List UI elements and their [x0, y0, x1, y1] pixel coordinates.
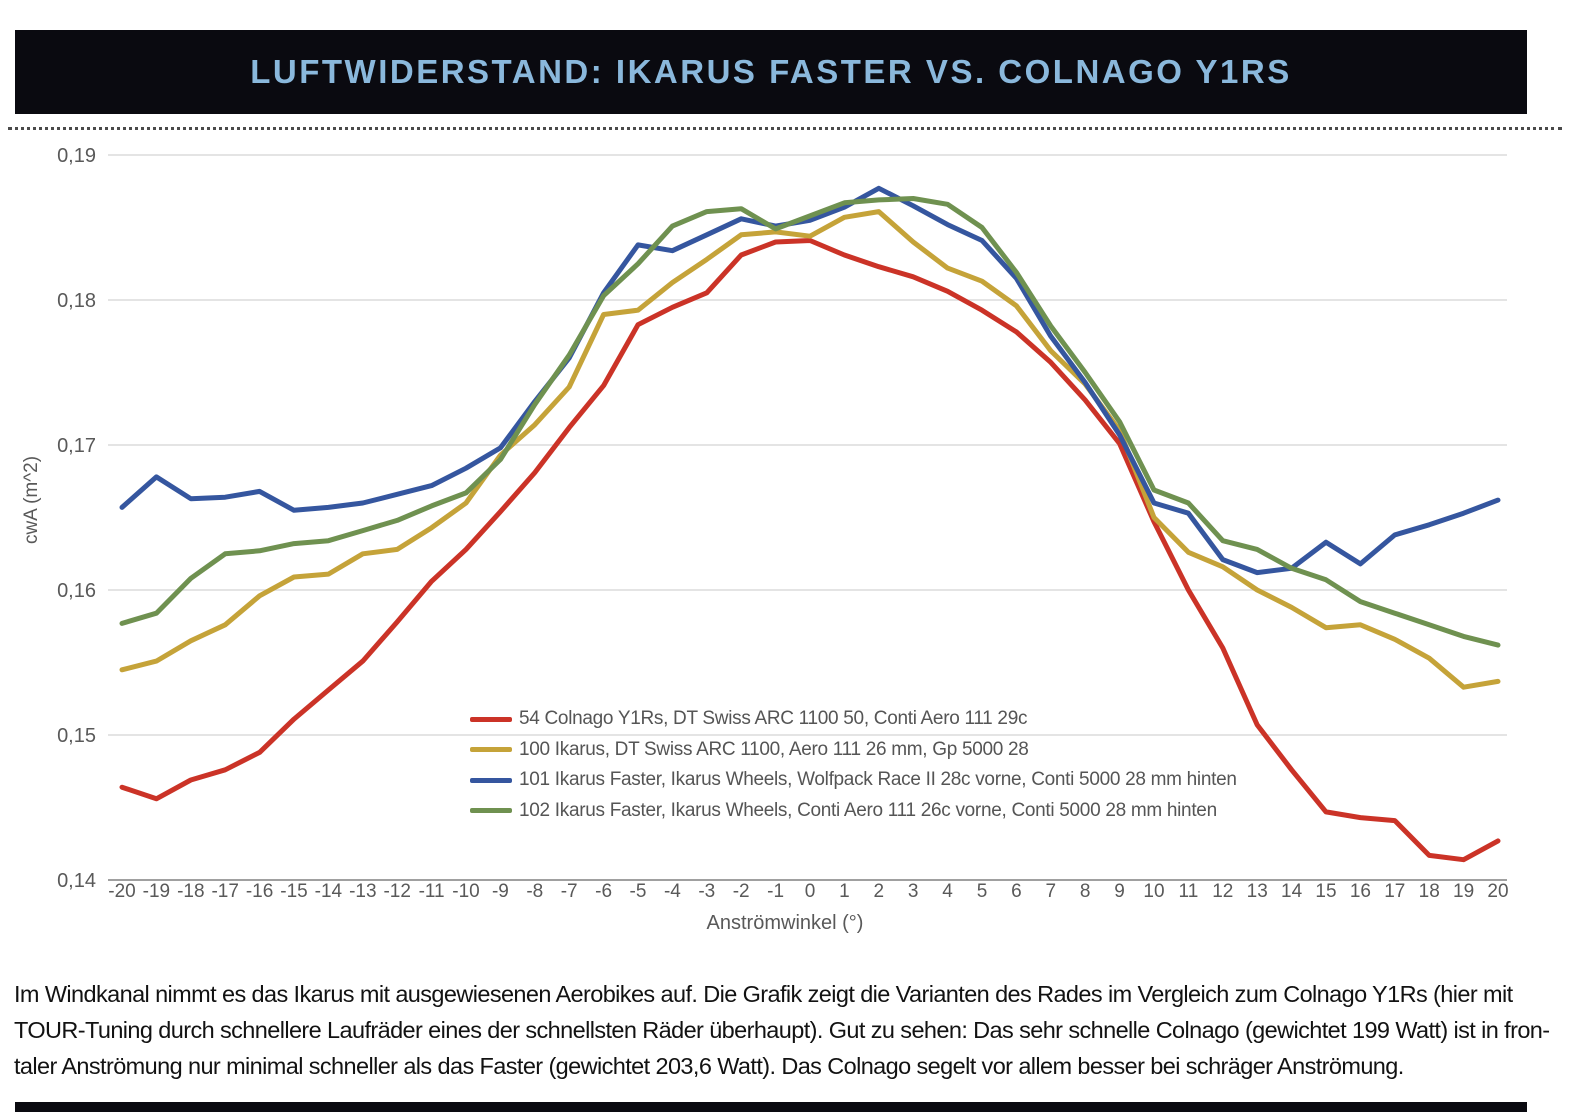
x-tick-label: 11 [1178, 881, 1199, 902]
x-tick-label: -19 [142, 881, 171, 902]
x-tick-label: 1 [839, 881, 850, 902]
x-tick-label: 17 [1384, 881, 1406, 902]
legend-row [470, 704, 1237, 735]
y-tick-label: 0,15 [57, 725, 96, 747]
bottom-rule-bar [15, 1102, 1527, 1112]
caption-text [14, 976, 1562, 1084]
x-tick-label: -1 [767, 881, 785, 902]
y-tick-label: 0,16 [57, 580, 96, 602]
x-tick-label: -11 [418, 881, 445, 902]
x-tick-label: 2 [873, 881, 885, 902]
title-bar [15, 30, 1527, 114]
x-tick-label: -2 [732, 881, 750, 902]
legend-label: 101 Ikarus Faster, Ikarus Wheels, Wolfpack Race II 28c vorne, Conti 5000 28 mm hinten [519, 769, 1237, 791]
x-tick-label: 7 [1045, 881, 1057, 902]
x-tick-label: 0 [804, 881, 816, 902]
x-tick-label: 6 [1011, 881, 1022, 902]
series-line [122, 212, 1498, 688]
x-tick-label: -13 [349, 881, 377, 902]
legend-row [470, 765, 1237, 796]
y-axis-title: cwA (m^2) [21, 455, 42, 545]
x-tick-label: 15 [1315, 881, 1337, 902]
x-tick-label: 14 [1281, 881, 1303, 902]
legend-row [470, 796, 1237, 827]
x-tick-label: -15 [280, 881, 308, 902]
x-tick-label: 5 [976, 881, 988, 902]
x-tick-label: 20 [1487, 881, 1509, 902]
y-tick-label: 0,14 [57, 870, 96, 892]
x-tick-label: -9 [491, 881, 509, 902]
series-line [122, 199, 1498, 646]
x-tick-label: -14 [314, 881, 343, 902]
dotted-separator [8, 127, 1562, 130]
x-tick-label: -16 [245, 881, 274, 902]
caption-line: Im Windkanal nimmt es das Ikarus mit ausgewiesenen Aerobikes auf. Die Grafik zeigt die Varianten des Rades im Vergleich zum Colnago Y1Rs (hier mit [14, 981, 1513, 1007]
x-tick-label: 16 [1349, 881, 1371, 902]
x-tick-label: 9 [1114, 881, 1125, 902]
x-tick-label: 19 [1453, 881, 1475, 902]
legend-swatch [470, 808, 512, 813]
x-tick-label: -7 [560, 881, 578, 902]
x-tick-label: -5 [629, 881, 647, 902]
legend-swatch [470, 778, 512, 783]
x-tick-label: 10 [1143, 881, 1165, 902]
caption-line: TOUR-Tuning durch schnellere Laufräder eines der schnellsten Räder überhaupt). Gut zu sehen: Das sehr schnelle Colnago (gewichtet 199 Watt) ist in fron- [14, 1017, 1550, 1043]
x-tick-label: 8 [1079, 881, 1091, 902]
x-tick-label: -17 [211, 881, 239, 902]
x-tick-label: -10 [452, 881, 480, 902]
x-tick-label: 18 [1418, 881, 1440, 902]
page-title: LUFTWIDERSTAND: IKARUS FASTER VS. COLNAGO Y1RS [250, 53, 1292, 90]
x-tick-label: -3 [698, 881, 716, 902]
x-tick-label: 12 [1212, 881, 1234, 902]
legend-swatch [470, 717, 512, 722]
x-tick-label: -4 [663, 881, 681, 902]
legend-label: 102 Ikarus Faster, Ikarus Wheels, Conti Aero 111 26c vorne, Conti 5000 28 mm hinten [519, 799, 1217, 821]
x-tick-label: 3 [907, 881, 919, 902]
legend-row [470, 735, 1237, 766]
y-tick-label: 0,17 [57, 435, 96, 457]
x-tick-label: -6 [595, 881, 613, 902]
x-tick-label: -20 [108, 881, 136, 902]
caption-line: taler Anströmung nur minimal schneller als das Faster (gewichtet 203,6 Watt). Das Colnago segelt vor allem besser bei schräger Anströmung. [14, 1053, 1404, 1079]
x-axis-title: Anströmwinkel (°) [706, 912, 864, 934]
series-line [122, 188, 1498, 572]
x-tick-label: 13 [1246, 881, 1268, 902]
legend-label: 100 Ikarus, DT Swiss ARC 1100, Aero 111 26 mm, Gp 5000 28 [519, 738, 1029, 760]
x-tick-label: -18 [177, 881, 205, 902]
x-tick-label: -12 [383, 881, 411, 902]
drag-chart [0, 140, 1570, 940]
chart-legend [470, 704, 1237, 826]
legend-label: 54 Colnago Y1Rs, DT Swiss ARC 1100 50, Conti Aero 111 29c [519, 708, 1028, 730]
y-tick-label: 0,18 [57, 290, 96, 312]
x-tick-label: 4 [942, 881, 953, 902]
y-tick-label: 0,19 [57, 145, 96, 167]
x-tick-label: -8 [526, 881, 544, 902]
legend-swatch [470, 747, 512, 752]
